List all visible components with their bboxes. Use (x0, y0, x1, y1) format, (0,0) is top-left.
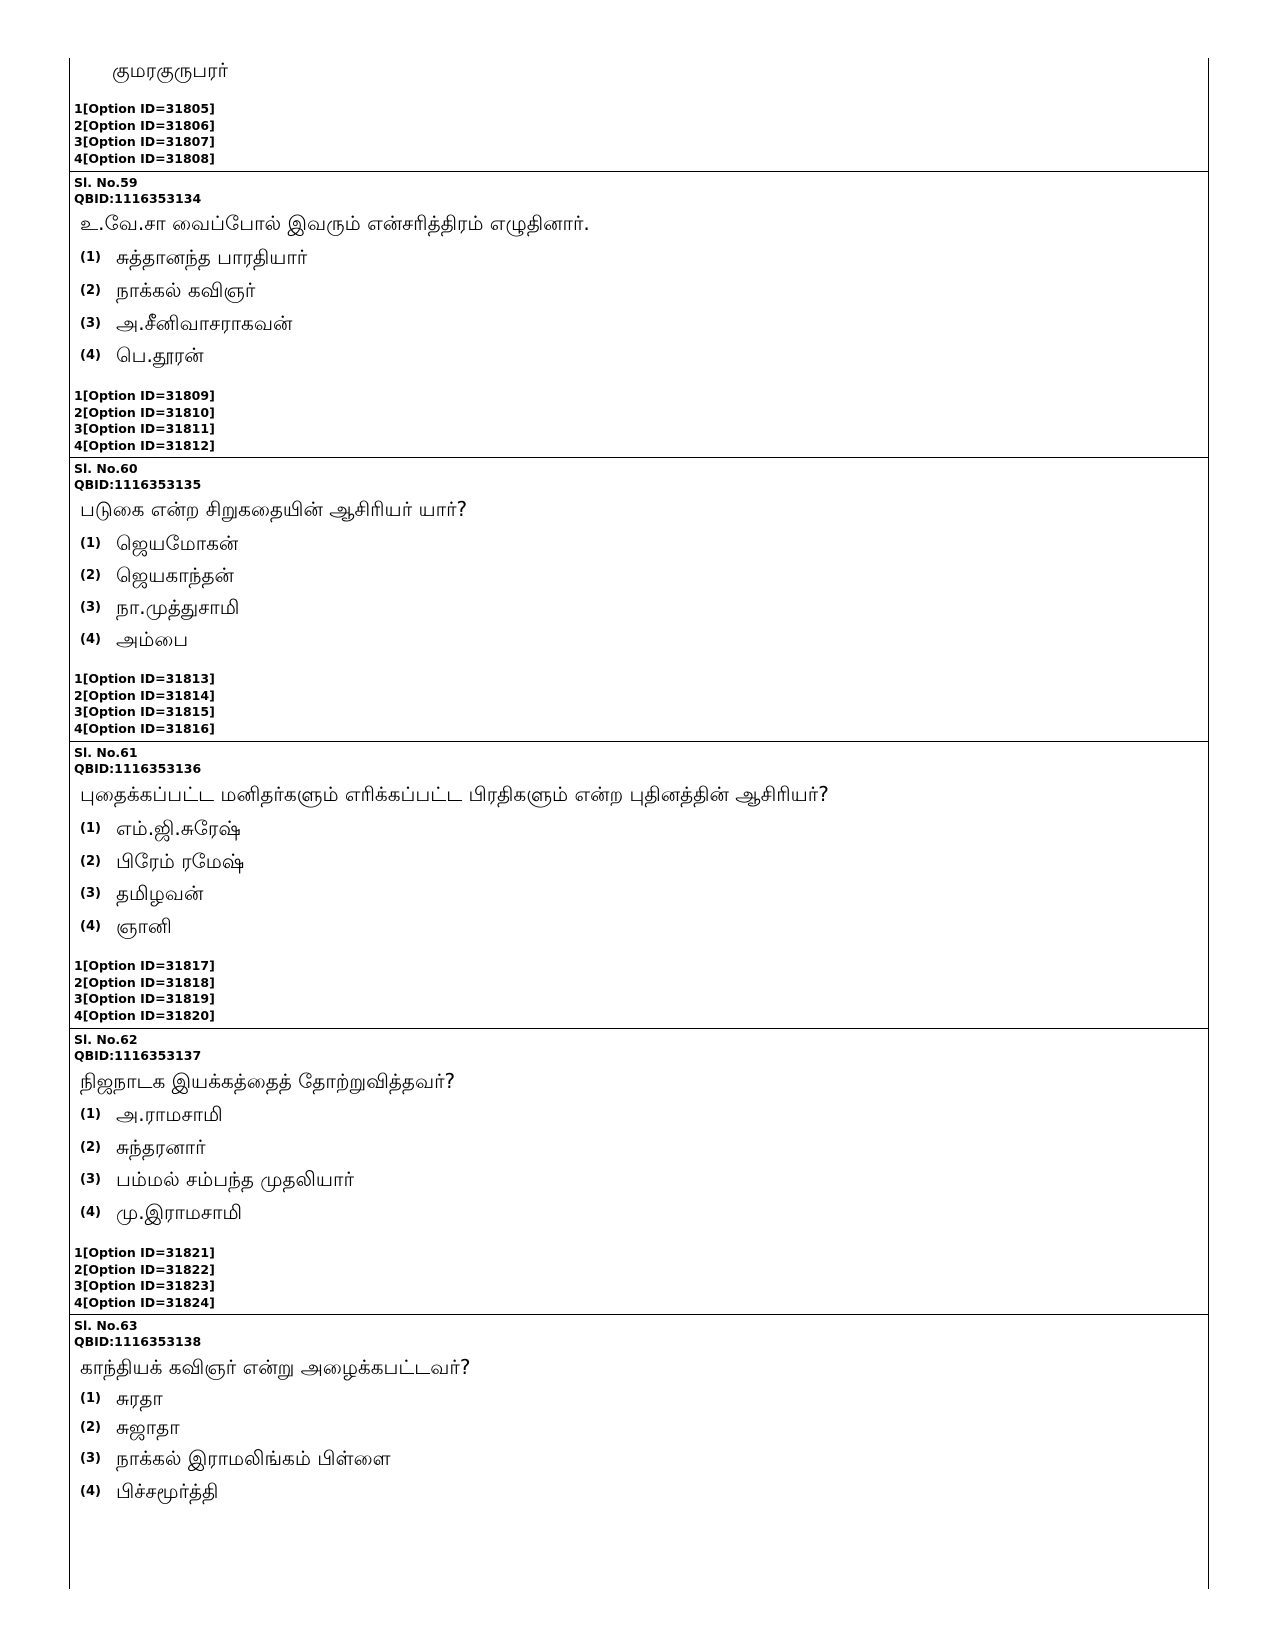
option-id-list (74, 671, 215, 737)
option-id: 2[Option ID=31822] (74, 1261, 215, 1277)
option-text: மு.இராமசாமி (116, 1200, 243, 1224)
option-text: நாக்கல் கவிஞர் (116, 278, 256, 302)
serial-number: Sl. No.62 (74, 1032, 138, 1047)
option-id: 3[Option ID=31823] (74, 1278, 215, 1293)
option-id: 3[Option ID=31811] (74, 421, 215, 436)
option-number: (1) (80, 250, 101, 265)
question-block (70, 741, 1208, 1028)
option-id: 4[Option ID=31824] (74, 1294, 215, 1310)
serial-number: Sl. No.61 (74, 745, 138, 760)
question-text: புதைக்கப்பட்ட மனிதர்களும் எரிக்கப்பட்ட பிரதிகளும் என்ற புதினத்தின் ஆசிரியர்? (80, 782, 829, 806)
option-text: குமரகுருபரர் (112, 58, 228, 82)
serial-number: Sl. No.63 (74, 1318, 138, 1333)
question-bank-id: QBID:1116353135 (74, 477, 202, 492)
option-text: நாக்கல் இராமலிங்கம் பிள்ளை (116, 1446, 391, 1470)
option-number: (1) (80, 821, 101, 836)
option-id: 4[Option ID=31816] (74, 720, 215, 736)
option-id: 4[Option ID=31808] (74, 150, 215, 166)
question-bank-id: QBID:1116353137 (74, 1048, 202, 1063)
option-number: (1) (80, 536, 101, 551)
option-id-list (74, 388, 215, 454)
option-id: 3[Option ID=31819] (74, 991, 215, 1006)
option-text: சுரதா (116, 1386, 163, 1410)
option-number: (4) (80, 348, 101, 363)
previous-question-tail (70, 58, 1208, 171)
option-text: தமிழவன் (116, 881, 204, 905)
option-number: (4) (80, 1205, 101, 1220)
question-text: காந்தியக் கவிஞர் என்று அழைக்கபட்டவர்? (80, 1355, 471, 1379)
option-id: 1[Option ID=31817] (74, 958, 215, 973)
option-id: 1[Option ID=31805] (74, 101, 215, 116)
option-id: 4[Option ID=31812] (74, 437, 215, 453)
question-sheet (69, 58, 1209, 1589)
option-id: 2[Option ID=31818] (74, 974, 215, 990)
option-id: 1[Option ID=31821] (74, 1245, 215, 1260)
option-number: (2) (80, 1420, 101, 1435)
serial-number: Sl. No.59 (74, 175, 138, 190)
option-id: 2[Option ID=31814] (74, 687, 215, 703)
option-text: நா.முத்துசாமி (116, 595, 240, 619)
option-id-list (74, 958, 215, 1024)
option-number: (2) (80, 854, 101, 869)
option-number: (3) (80, 1172, 101, 1187)
option-text: ஞானி (116, 914, 172, 938)
option-text: சுந்தரனார் (116, 1135, 206, 1159)
option-text: சுத்தானந்த பாரதியார் (116, 245, 308, 269)
question-text: படுகை என்ற சிறுகதையின் ஆசிரியர் யார்? (80, 497, 468, 521)
question-block (70, 1028, 1208, 1314)
option-number: (4) (80, 919, 101, 934)
option-id: 2[Option ID=31806] (74, 117, 215, 133)
option-text: அ.ராமசாமி (116, 1102, 223, 1126)
option-id: 3[Option ID=31815] (74, 704, 215, 719)
option-number: (4) (80, 1484, 101, 1499)
option-number: (4) (80, 632, 101, 647)
option-number: (2) (80, 1140, 101, 1155)
option-number: (1) (80, 1391, 101, 1406)
serial-number: Sl. No.60 (74, 461, 138, 476)
option-text: அ.சீனிவாசராகவன் (116, 311, 293, 335)
question-bank-id: QBID:1116353138 (74, 1334, 202, 1349)
option-id-list (74, 1245, 215, 1311)
option-text: எம்.ஜி.சுரேஷ் (116, 816, 241, 840)
option-text: பிச்சமூர்த்தி (116, 1479, 219, 1503)
option-id: 3[Option ID=31807] (74, 134, 215, 149)
option-id: 4[Option ID=31820] (74, 1007, 215, 1023)
option-number: (3) (80, 600, 101, 615)
option-id: 1[Option ID=31813] (74, 671, 215, 686)
option-text: சுஜாதா (116, 1415, 180, 1439)
option-text: ஜெயமோகன் (116, 531, 239, 555)
option-text: பம்மல் சம்பந்த முதலியார் (116, 1167, 354, 1191)
option-number: (3) (80, 316, 101, 331)
option-id: 1[Option ID=31809] (74, 388, 215, 403)
question-bank-id: QBID:1116353134 (74, 191, 202, 206)
option-number: (3) (80, 1451, 101, 1466)
question-bank-id: QBID:1116353136 (74, 761, 202, 776)
option-text: பிரேம் ரமேஷ் (116, 849, 245, 873)
option-text: பெ.தூரன் (116, 343, 204, 367)
option-text: ஜெயகாந்தன் (116, 563, 234, 587)
option-number: (1) (80, 1107, 101, 1122)
option-id-list (74, 101, 215, 167)
question-text: உ.வே.சா வைப்போல் இவரும் என்சரித்திரம் எழுதினார். (80, 211, 590, 235)
option-number: (2) (80, 568, 101, 583)
question-text: நிஜநாடக இயக்கத்தைத் தோற்றுவித்தவர்? (80, 1069, 456, 1093)
question-block (70, 457, 1208, 741)
question-block (70, 1314, 1208, 1589)
question-block (70, 171, 1208, 457)
option-number: (2) (80, 283, 101, 298)
option-text: அம்பை (116, 627, 189, 651)
option-number: (3) (80, 886, 101, 901)
option-id: 2[Option ID=31810] (74, 404, 215, 420)
